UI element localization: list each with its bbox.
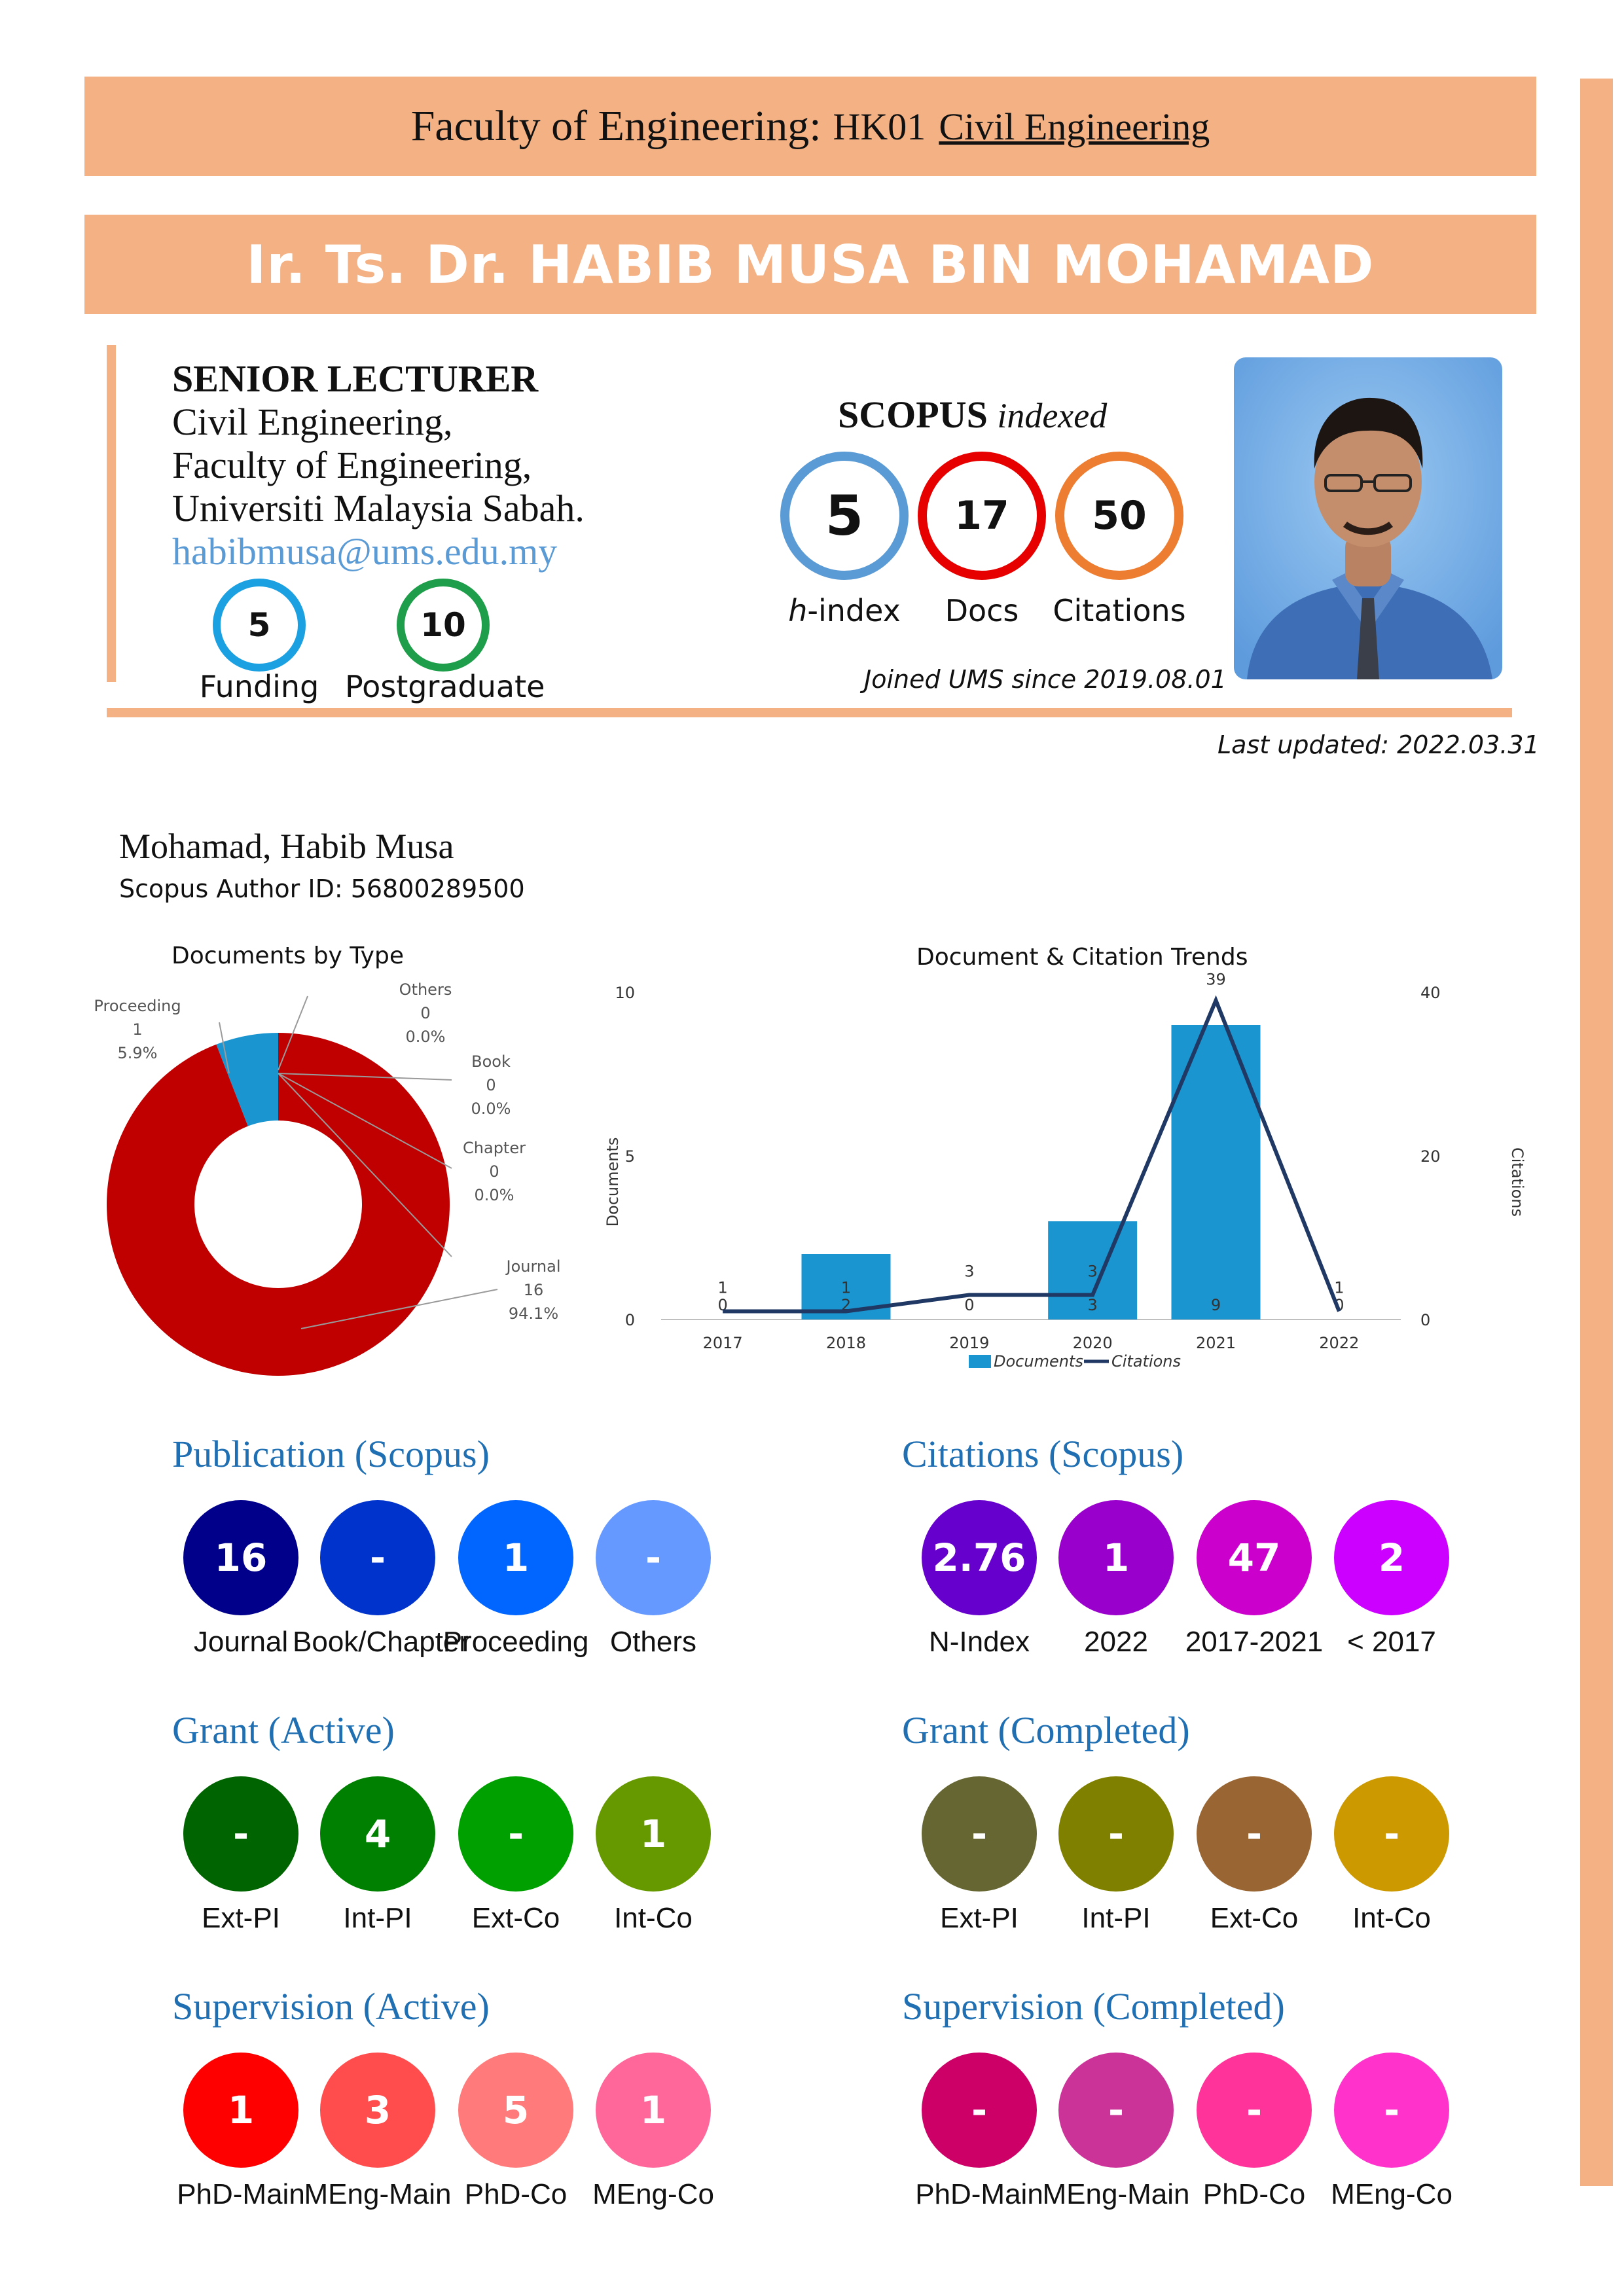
donut-label-name: Chapter	[463, 1139, 526, 1157]
trend-bar-label: 3	[1087, 1296, 1098, 1314]
donut-label-book	[471, 1052, 511, 1118]
stat-label-supervision-active: MEng-Co	[592, 2178, 714, 2210]
right-decorative-bar	[1580, 79, 1613, 2186]
trend-bar-label: 0	[1334, 1296, 1344, 1314]
stat-circle-supervision-completed: -	[922, 2053, 1037, 2168]
trend-chart-title: Document & Citation Trends	[916, 944, 1248, 971]
documents-by-type-chart	[85, 982, 609, 1388]
stat-circle-grant-active: 4	[320, 1776, 435, 1892]
citations-value: 50	[1055, 452, 1183, 580]
stat-circle-grant-completed: -	[922, 1776, 1037, 1892]
name-banner	[84, 215, 1536, 314]
stat-label-grant-active: Ext-PI	[202, 1902, 280, 1934]
profile-divider	[107, 708, 1512, 717]
department-link[interactable]: Civil Engineering	[939, 105, 1210, 148]
trend-x-tick: 2020	[1072, 1334, 1113, 1352]
trend-x-tick: 2021	[1195, 1334, 1236, 1352]
person-name: Ir. Ts. Dr. HABIB MUSA BIN MOHAMAD	[246, 234, 1375, 295]
profile-accent-bar	[107, 345, 116, 682]
donut-chart-title: Documents by Type	[171, 942, 404, 969]
donut-label-value: 1	[132, 1020, 143, 1039]
donut-label-pct: 0.0%	[471, 1100, 511, 1118]
trend-line-label: 1	[1334, 1278, 1344, 1297]
trend-line-label: 1	[717, 1278, 728, 1297]
docs-label: Docs	[945, 593, 1019, 628]
stat-circle-grant-completed: -	[1058, 1776, 1174, 1892]
legend-documents-label: Documents	[994, 1352, 1083, 1371]
stat-label-supervision-completed: MEng-Co	[1331, 2178, 1453, 2210]
trend-bar-label: 0	[964, 1296, 975, 1314]
donut-label-value: 0	[420, 1004, 431, 1022]
trend-y-tick: 10	[615, 984, 635, 1002]
profile-line-dept: Civil Engineering,	[172, 401, 453, 443]
trend-line-label: 1	[840, 1278, 852, 1297]
stat-label-publication: Others	[609, 1626, 697, 1658]
donut-label-proceeding	[94, 997, 181, 1062]
stat-label-publication: Proceeding	[442, 1626, 589, 1658]
funding-count: 5	[213, 579, 306, 672]
stat-label-grant-active: Ext-Co	[471, 1902, 560, 1934]
hindex-label	[772, 593, 916, 628]
scopus-title-main: SCOPUS	[838, 393, 988, 436]
stat-circle-citations: 2.76	[922, 1500, 1037, 1615]
stat-label-supervision-completed: PhD-Main	[915, 2178, 1043, 2210]
legend-citations-label: Citations	[1111, 1352, 1182, 1371]
trend-x-tick: 2022	[1319, 1334, 1360, 1352]
author-name: Mohamad, Habib Musa	[119, 827, 454, 866]
stat-label-supervision-active: MEng-Main	[304, 2178, 452, 2210]
stat-label-grant-completed: Int-PI	[1081, 1902, 1151, 1934]
trend-x-tick: 2018	[825, 1334, 867, 1352]
postgraduate-label: Postgraduate	[345, 669, 545, 704]
stat-circle-grant-completed: -	[1334, 1776, 1449, 1892]
scopus-author-id: Scopus Author ID: 56800289500	[119, 874, 525, 903]
donut-label-value: 16	[523, 1281, 544, 1299]
stat-circle-grant-active: -	[183, 1776, 298, 1892]
trend-y2-tick: 0	[1420, 1311, 1431, 1329]
profile-photo	[1234, 357, 1502, 679]
document-citation-trends-chart	[589, 969, 1532, 1388]
trend-line-label: 39	[1206, 970, 1226, 989]
trend-x-tick: 2019	[949, 1334, 990, 1352]
stat-circle-supervision-completed: -	[1058, 2053, 1174, 2168]
postgraduate-count: 10	[397, 579, 490, 672]
donut-label-pct: 0.0%	[405, 1028, 446, 1046]
stat-circle-citations: 2	[1334, 1500, 1449, 1615]
hindex-value: 5	[780, 452, 909, 580]
donut-label-others	[399, 982, 452, 1046]
trend-bar-label: 0	[717, 1296, 728, 1314]
stat-label-supervision-completed: MEng-Main	[1042, 2178, 1190, 2210]
section-title-grant-completed: Grant (Completed)	[902, 1709, 1190, 1751]
docs-value: 17	[918, 452, 1046, 580]
donut-label-journal	[505, 1257, 560, 1323]
stat-label-publication: Journal	[193, 1626, 289, 1658]
legend-documents-swatch	[969, 1355, 991, 1368]
profile-line-university: Universiti Malaysia Sabah.	[172, 487, 585, 529]
trend-y2-tick: 20	[1420, 1147, 1441, 1166]
stat-circle-supervision-completed: -	[1197, 2053, 1312, 2168]
section-title-publication: Publication (Scopus)	[172, 1433, 490, 1475]
trend-y-tick: 5	[624, 1147, 635, 1166]
email-link[interactable]: habibmusa@ums.edu.my	[172, 530, 558, 573]
donut-label-value: 0	[489, 1162, 499, 1181]
trend-legend	[969, 1352, 1181, 1371]
joined-date: Joined UMS since 2019.08.01	[864, 665, 1227, 694]
trend-bar-2021	[1172, 1025, 1261, 1319]
donut-label-name: Journal	[506, 1257, 561, 1276]
stat-label-grant-completed: Ext-PI	[940, 1902, 1019, 1934]
stat-label-supervision-completed: PhD-Co	[1202, 2178, 1306, 2210]
department-code: HK01	[833, 105, 926, 148]
stat-circle-citations: 1	[1058, 1500, 1174, 1615]
trend-y2-label: Citations	[1508, 1147, 1526, 1217]
stat-label-publication: Book/Chapter	[293, 1626, 469, 1658]
profile-line-faculty: Faculty of Engineering,	[172, 444, 532, 486]
stat-circle-supervision-completed: -	[1334, 2053, 1449, 2168]
stat-label-citations: < 2017	[1347, 1626, 1436, 1658]
funding-label: Funding	[199, 669, 319, 704]
donut-label-pct: 0.0%	[474, 1186, 514, 1204]
stat-circle-publication: 16	[183, 1500, 298, 1615]
trend-line-label: 3	[1087, 1262, 1098, 1281]
scopus-title-suffix: indexed	[997, 396, 1108, 435]
hindex-label-h: h	[788, 593, 808, 628]
stat-label-grant-completed: Ext-Co	[1210, 1902, 1299, 1934]
scopus-title	[838, 393, 1107, 437]
trend-bar-label: 9	[1210, 1296, 1221, 1314]
trend-x-tick: 2017	[702, 1334, 743, 1352]
trend-bar-label: 2	[840, 1296, 852, 1314]
stat-label-supervision-active: PhD-Co	[464, 2178, 568, 2210]
stat-circle-grant-completed: -	[1197, 1776, 1312, 1892]
section-title-grant-active: Grant (Active)	[172, 1709, 395, 1751]
section-title-citations: Citations (Scopus)	[902, 1433, 1184, 1475]
stat-circle-publication: 1	[458, 1500, 573, 1615]
stat-label-grant-completed: Int-Co	[1352, 1902, 1431, 1934]
stat-circle-supervision-active: 1	[183, 2053, 298, 2168]
stat-label-citations: 2022	[1084, 1626, 1148, 1658]
donut-label-pct: 5.9%	[117, 1044, 158, 1062]
section-title-supervision-completed: Supervision (Completed)	[902, 1985, 1285, 2028]
stat-circle-supervision-active: 1	[596, 2053, 711, 2168]
trend-y2-tick: 40	[1420, 984, 1441, 1002]
stat-label-supervision-active: PhD-Main	[177, 2178, 305, 2210]
section-title-supervision-active: Supervision (Active)	[172, 1985, 490, 2028]
donut-label-pct: 94.1%	[508, 1304, 559, 1323]
stat-circle-grant-active: -	[458, 1776, 573, 1892]
hindex-label-rest: -index	[807, 593, 901, 628]
trend-y-label: Documents	[604, 1137, 622, 1227]
stat-circle-supervision-active: 5	[458, 2053, 573, 2168]
citations-label: Citations	[1053, 593, 1186, 628]
trend-line-label: 3	[964, 1262, 975, 1281]
stat-circle-grant-active: 1	[596, 1776, 711, 1892]
last-updated: Last updated: 2022.03.31	[1218, 730, 1540, 759]
stat-label-grant-active: Int-Co	[614, 1902, 693, 1934]
donut-label-chapter	[463, 1139, 526, 1204]
faculty-banner	[84, 77, 1536, 176]
donut-label-value: 0	[486, 1076, 496, 1094]
stat-circle-citations: 47	[1197, 1500, 1312, 1615]
position-title: SENIOR LECTURER	[172, 357, 539, 400]
donut-label-name: Others	[399, 982, 452, 999]
stat-circle-supervision-active: 3	[320, 2053, 435, 2168]
stat-label-citations: 2017-2021	[1185, 1626, 1324, 1658]
trend-y-tick: 0	[624, 1311, 635, 1329]
stat-circle-publication: -	[596, 1500, 711, 1615]
stat-label-grant-active: Int-PI	[343, 1902, 412, 1934]
donut-label-name: Book	[471, 1052, 511, 1071]
faculty-name: Faculty of Engineering:	[410, 102, 821, 150]
donut-label-name: Proceeding	[94, 997, 181, 1015]
stat-label-citations: N-Index	[928, 1626, 1030, 1658]
stat-circle-publication: -	[320, 1500, 435, 1615]
